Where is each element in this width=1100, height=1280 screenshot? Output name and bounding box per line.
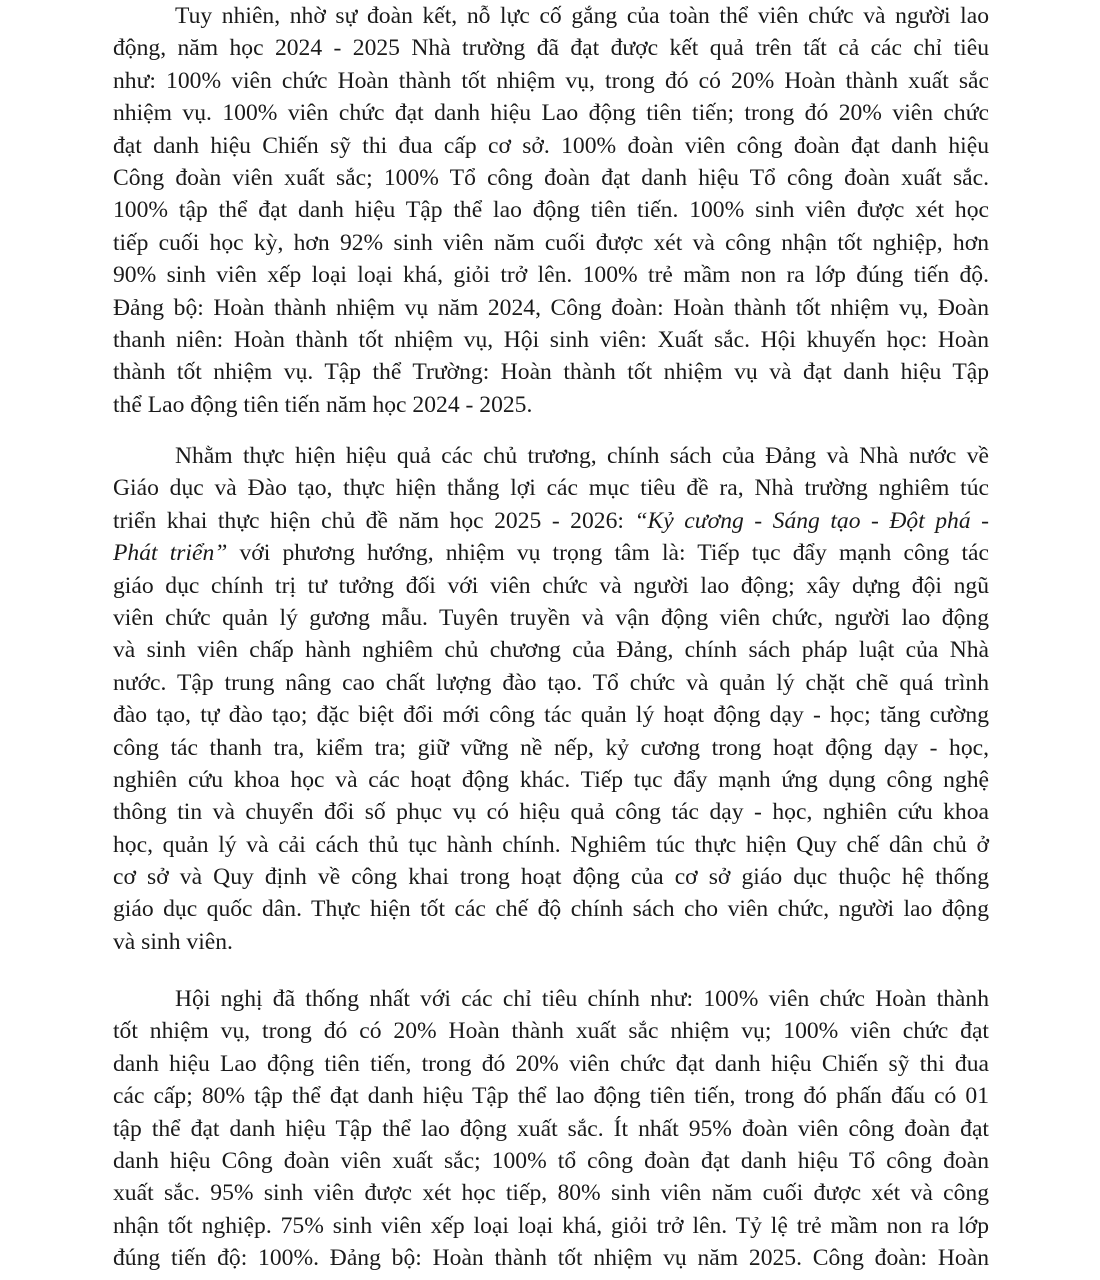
text-line: 90% sinh viên xếp loại loại khá, giỏi trở lên. 100% trẻ mầm non ra lớp đúng tiến độ. bbox=[113, 262, 989, 289]
theme-quote-part2: Phát triển” bbox=[113, 540, 228, 567]
text-line: thanh niên: Hoàn thành tốt nhiệm vụ, Hội sinh viên: Xuất sắc. Hội khuyến học: Hoàn bbox=[113, 326, 989, 353]
text-line: học, quản lý và cải cách thủ tục hành chính. Nghiêm túc thực hiện Quy chế dân chủ ở bbox=[113, 831, 989, 858]
text-line: cơ sở và Quy định về công khai trong hoạt động của cơ sở giáo dục thuộc hệ thống bbox=[113, 864, 989, 891]
paragraph-targets bbox=[113, 983, 989, 1275]
text-line: đạt danh hiệu Chiến sỹ thi đua cấp cơ sở. 100% đoàn viên công đoàn đạt danh hiệu bbox=[113, 132, 989, 159]
text-line: nhiệm vụ. 100% viên chức đạt danh hiệu Lao động tiên tiến; trong đó 20% viên chức bbox=[113, 100, 989, 127]
text-line: thành tốt nhiệm vụ. Tập thể Trường: Hoàn thành tốt nhiệm vụ và đạt danh hiệu Tập bbox=[113, 359, 989, 386]
text-line: Hội nghị đã thống nhất với các chỉ tiêu chính như: 100% viên chức Hoàn thành bbox=[175, 986, 989, 1012]
text-line: Đảng bộ: Hoàn thành nhiệm vụ năm 2024, Công đoàn: Hoàn thành tốt nhiệm vụ, Đoàn bbox=[113, 294, 989, 321]
text-line: nhận tốt nghiệp. 75% sinh viên xếp loại loại khá, giỏi trở lên. Tỷ lệ trẻ mầm non ra lớp bbox=[113, 1212, 989, 1239]
quote-prefix: triển khai thực hiện chủ đề năm học 2025 - 2026: bbox=[113, 507, 635, 534]
text-line: giáo dục chính trị tư tưởng đối với viên chức và người lao động; xây dựng đội ngũ bbox=[113, 572, 989, 599]
text-line: đào tạo, tự đào tạo; đặc biệt đổi mới công tác quản lý hoạt động dạy - học; tăng cường bbox=[113, 702, 989, 729]
text-line: Nhằm thực hiện hiệu quả các chủ trương, chính sách của Đảng và Nhà nước về bbox=[175, 443, 989, 469]
text-line: như: 100% viên chức Hoàn thành tốt nhiệm vụ, trong đó có 20% Hoàn thành xuất sắc bbox=[113, 67, 989, 94]
text-line: và sinh viên. bbox=[113, 928, 233, 955]
text-line: tập thể đạt danh hiệu Tập thể lao động xuất sắc. Ít nhất 95% đoàn viên công đoàn đạt bbox=[113, 1115, 989, 1142]
text-line: Giáo dục và Đào tạo, thực hiện thắng lợi các mục tiêu đề ra, Nhà trường nghiêm túc bbox=[113, 475, 989, 502]
text-line: thể Lao động tiên tiến năm học 2024 - 2025. bbox=[113, 391, 533, 418]
text-line: thông tin và chuyển đổi số phục vụ có hiệu quả công tác dạy - học, nghiên cứu khoa bbox=[113, 799, 989, 826]
paragraph-achievements bbox=[113, 0, 989, 421]
text-line: động, năm học 2024 - 2025 Nhà trường đã đạt được kết quả trên tất cả các chỉ tiêu bbox=[113, 35, 989, 62]
text-line: đúng tiến độ: 100%. Đảng bộ: Hoàn thành tốt nhiệm vụ năm 2025. Công đoàn: Hoàn bbox=[113, 1245, 989, 1272]
text-line: tốt nhiệm vụ, trong đó có 20% Hoàn thành xuất sắc nhiệm vụ; 100% viên chức đạt bbox=[113, 1018, 989, 1045]
text-line: giáo dục quốc dân. Thực hiện tốt các chế độ chính sách cho viên chức, người lao động bbox=[113, 896, 989, 923]
text-line: Công đoàn viên xuất sắc; 100% Tổ công đoàn đạt danh hiệu Tổ công đoàn xuất sắc. bbox=[113, 164, 989, 191]
text-line: và sinh viên chấp hành nghiêm chủ chương của Đảng, chính sách pháp luật của Nhà bbox=[113, 637, 989, 664]
text-line: xuất sắc. 95% sinh viên được xét học tiếp, 80% sinh viên năm cuối được xét và công bbox=[113, 1180, 989, 1207]
quote-suffix: với phương hướng, nhiệm vụ trọng tâm là: Tiếp tục đẩy mạnh công tác bbox=[227, 540, 989, 567]
paragraph-directions bbox=[113, 440, 989, 958]
text-line-with-quote bbox=[113, 537, 989, 569]
text-line-with-quote bbox=[113, 505, 989, 537]
text-line: công tác thanh tra, kiểm tra; giữ vững nề nếp, kỷ cương trong hoạt động dạy - học, bbox=[113, 734, 989, 761]
text-line: nước. Tập trung nâng cao chất lượng đào tạo. Tổ chức và quản lý chặt chẽ quá trình bbox=[113, 669, 989, 696]
text-line: viên chức quản lý gương mẫu. Tuyên truyền và vận động viên chức, người lao động bbox=[113, 604, 989, 631]
text-line: Tuy nhiên, nhờ sự đoàn kết, nỗ lực cố gắng của toàn thể viên chức và người lao bbox=[175, 3, 989, 29]
text-line: 100% tập thể đạt danh hiệu Tập thể lao động tiên tiến. 100% sinh viên được xét học bbox=[113, 197, 989, 224]
text-line: tiếp cuối học kỳ, hơn 92% sinh viên năm cuối được xét và công nhận tốt nghiệp, hơn bbox=[113, 229, 989, 256]
text-line: danh hiệu Lao động tiên tiến, trong đó 20% viên chức đạt danh hiệu Chiến sỹ thi đua bbox=[113, 1050, 989, 1077]
text-line: nghiên cứu khoa học và các hoạt động khác. Tiếp tục đẩy mạnh ứng dụng công nghệ bbox=[113, 766, 989, 793]
text-line: các cấp; 80% tập thể đạt danh hiệu Tập thể lao động tiên tiến, trong đó phấn đấu có 01 bbox=[113, 1083, 989, 1110]
theme-quote-part1: “Kỷ cương - Sáng tạo - Đột phá - bbox=[634, 507, 990, 534]
text-line: danh hiệu Công đoàn viên xuất sắc; 100% tổ công đoàn đạt danh hiệu Tổ công đoàn bbox=[113, 1147, 989, 1174]
